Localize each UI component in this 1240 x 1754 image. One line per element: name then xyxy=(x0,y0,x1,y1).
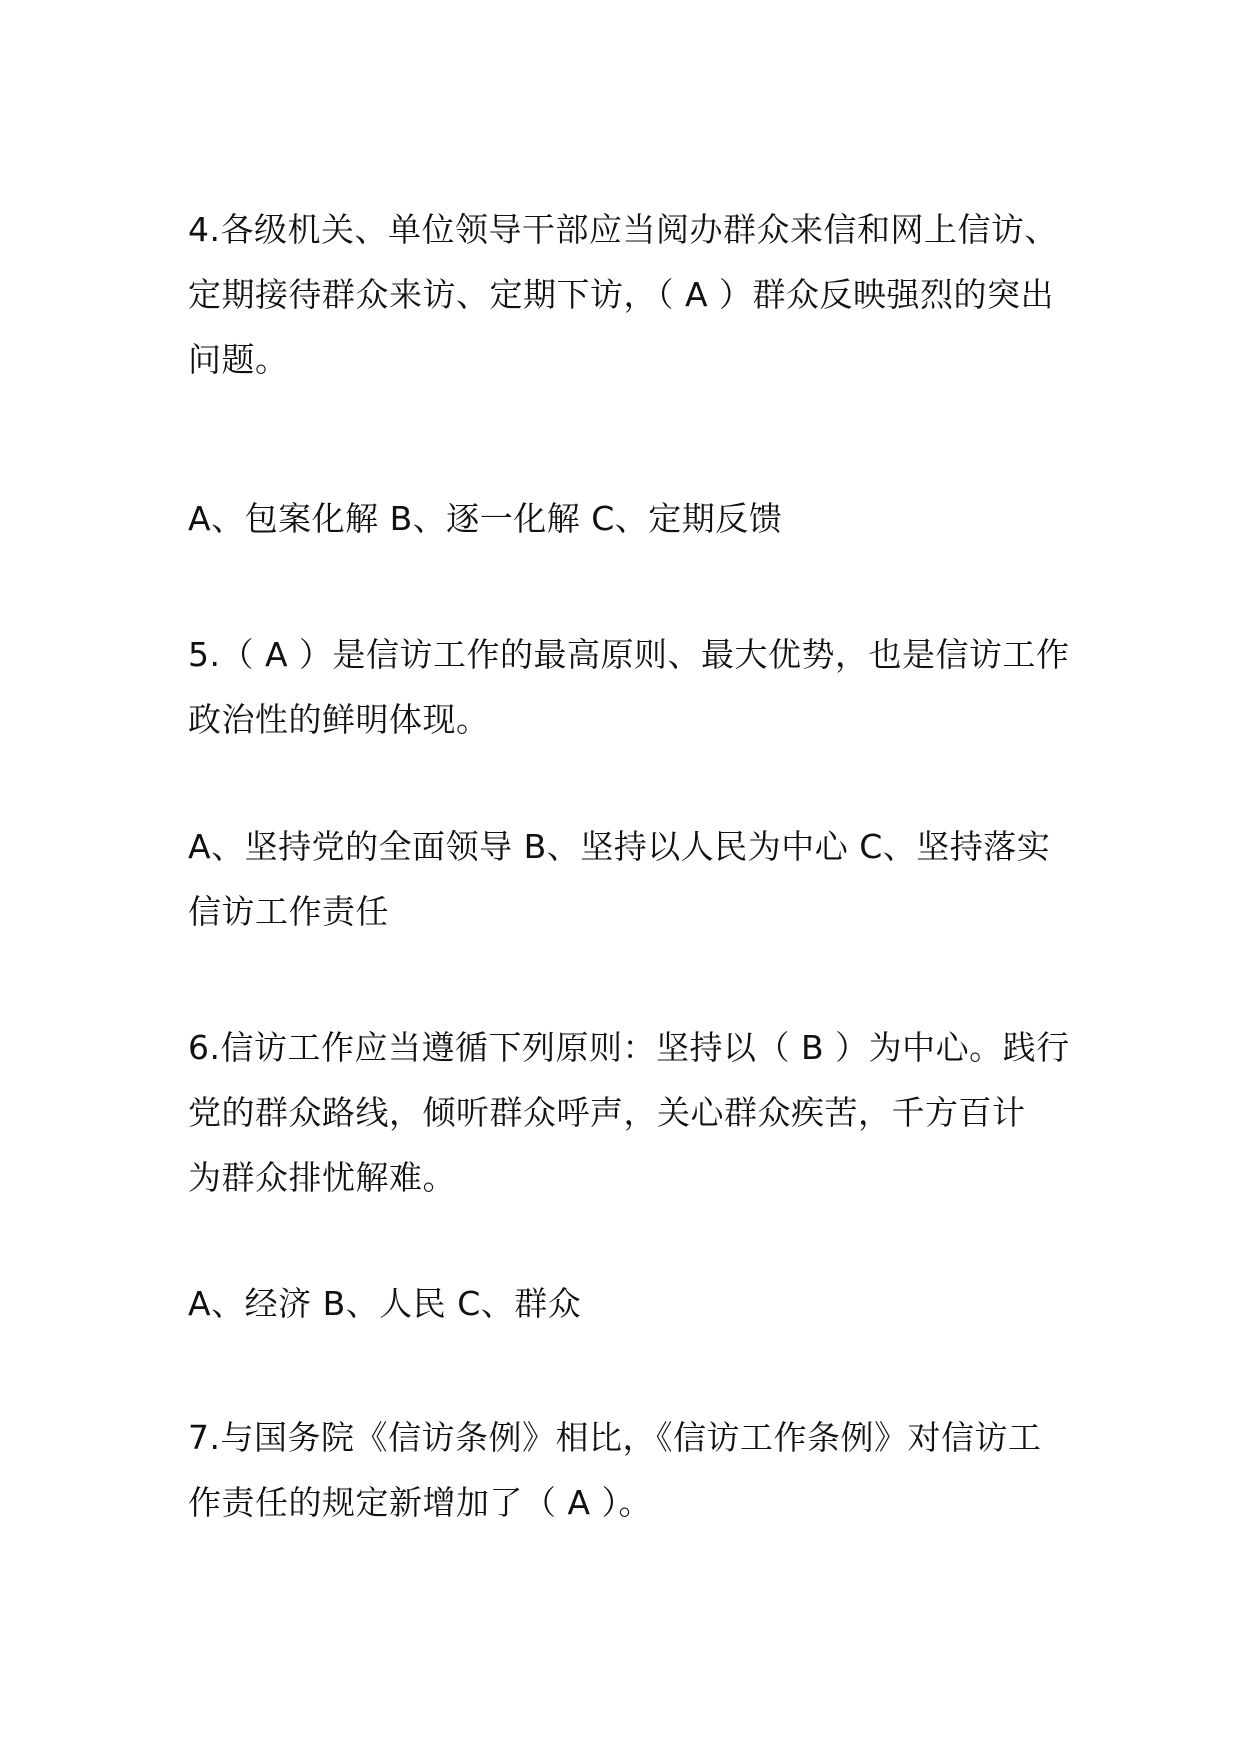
question-4-line-2: 定期接待群众来访、定期下访，（ A ）群众反映强烈的突出 xyxy=(188,275,1055,314)
question-6-line-1: 6.信访工作应当遵循下列原则：坚持以（ B ）为中心。践行 xyxy=(188,1028,1070,1067)
question-5-options-line-1: A、坚持党的全面领导 B、坚持以人民为中心 C、坚持落实 xyxy=(188,827,1051,866)
question-5-line-2: 政治性的鲜明体现。 xyxy=(188,700,490,739)
question-4-options xyxy=(188,486,1068,551)
question-4-text xyxy=(188,197,1068,392)
question-4-options-line-1: A、包案化解 B、逐一化解 C、定期反馈 xyxy=(188,499,783,538)
question-7-line-2: 作责任的规定新增加了（ A ）。 xyxy=(188,1483,653,1522)
question-5-text xyxy=(188,622,1068,752)
question-6-line-3: 为群众排忧解难。 xyxy=(188,1158,456,1197)
question-5-line-1: 5.（ A ）是信访工作的最高原则、最大优势，也是信访工作 xyxy=(188,635,1070,674)
question-4-line-3: 问题。 xyxy=(188,340,289,379)
question-7-text xyxy=(188,1405,1068,1535)
question-7-line-1: 7.与国务院《信访条例》相比，《信访工作条例》对信访工 xyxy=(188,1418,1042,1457)
question-6-options-line-1: A、经济 B、人民 C、群众 xyxy=(188,1284,582,1323)
question-4-line-1: 4.各级机关、单位领导干部应当阅办群众来信和网上信访、 xyxy=(188,210,1058,249)
question-6-text xyxy=(188,1015,1068,1210)
question-6-line-2: 党的群众路线，倾听群众呼声，关心群众疾苦，千方百计 xyxy=(188,1093,1026,1132)
question-6-options xyxy=(188,1271,1068,1336)
question-5-options xyxy=(188,814,1068,944)
question-5-options-line-2: 信访工作责任 xyxy=(188,892,389,931)
